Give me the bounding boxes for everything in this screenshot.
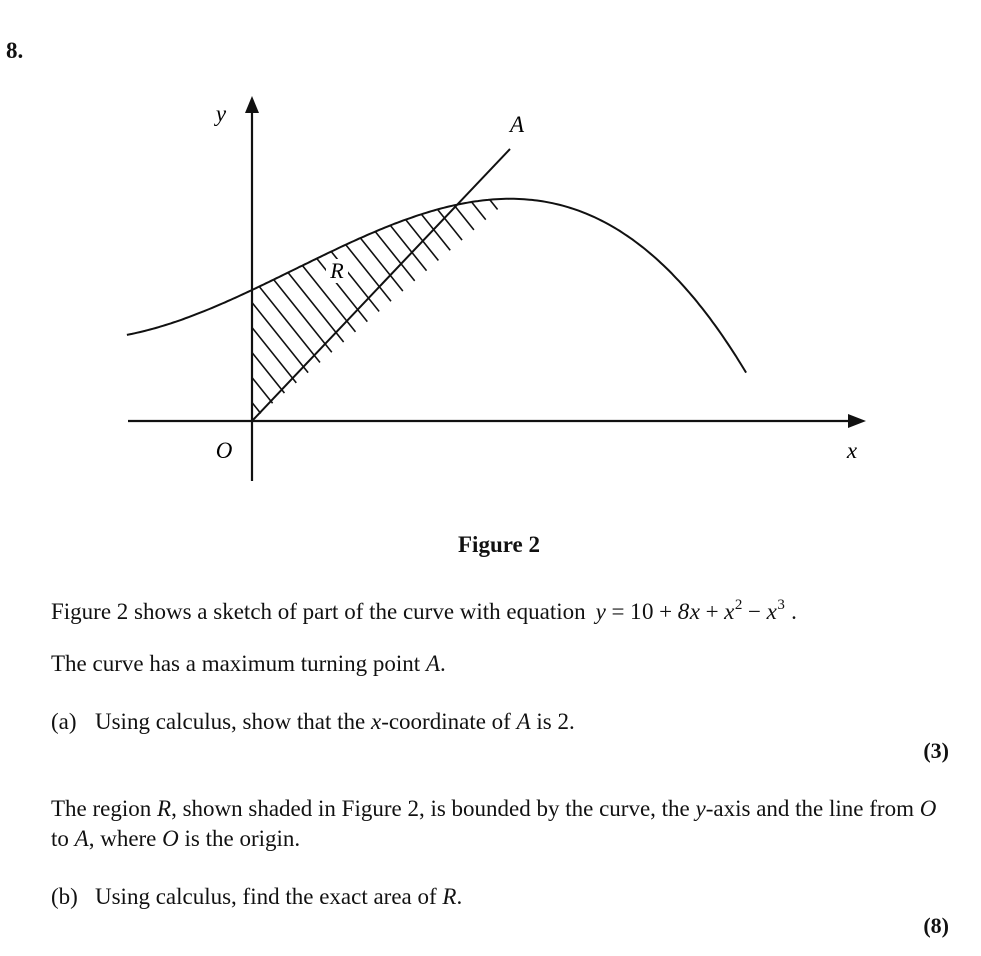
hatch-line: [410, 0, 810, 500]
part-a: (a) Using calculus, show that the x-coordinate of A is 2.: [51, 707, 575, 737]
origin-label: O: [215, 438, 233, 463]
hatch-line: [0, 0, 290, 500]
hatch-line: [150, 0, 550, 500]
intro-prefix: Figure 2 shows a sketch of part of the curve with equation: [51, 599, 586, 624]
part-b: (b) Using calculus, find the exact area of R.: [51, 882, 462, 912]
hatch-line: [450, 0, 850, 500]
hatch-line: [250, 0, 650, 500]
cubic-curve: [127, 199, 746, 373]
part-a-marks: (3): [923, 738, 949, 763]
hatch-line: [170, 0, 570, 500]
turning-point-sentence: The curve has a maximum turning point A.: [51, 651, 446, 676]
part-b-label: (b): [51, 884, 78, 909]
figure-caption: Figure 2: [458, 532, 540, 557]
hatch-line: [470, 0, 870, 500]
intro-sentence: Figure 2 shows a sketch of part of the curve with equation $y = 10 + 8x + x^2 - x^3$ .: [51, 597, 797, 624]
hatch-line: [190, 0, 590, 500]
region-r-label: R: [330, 258, 344, 283]
hatch-line: [130, 0, 530, 500]
hatch-line: [0, 0, 350, 500]
x-axis-label: x: [846, 438, 858, 463]
question-number: 8.: [6, 38, 24, 63]
region-r-hatching: [0, 0, 910, 500]
curve-equation: $y = 10 + 8x + x^2 - x^3$: [595, 597, 786, 624]
hatch-line: [0, 0, 310, 500]
part-b-marks: (8): [923, 913, 949, 938]
hatch-line: [430, 0, 830, 500]
hatch-line: [0, 0, 370, 500]
y-axis-arrow-icon: [245, 96, 259, 113]
part-a-label: (a): [51, 709, 77, 734]
x-axis-arrow-icon: [848, 414, 866, 428]
hatch-line: [490, 0, 890, 500]
point-a-label: A: [509, 112, 525, 137]
hatch-line: [0, 0, 390, 500]
chord-line-oa: [252, 149, 510, 421]
hatch-line: [0, 0, 330, 500]
hatch-line: [230, 0, 630, 500]
y-axis-label: y: [215, 101, 227, 126]
region-description: The region R, shown shaded in Figure 2, is bounded by the curve, the y-axis and the line from O to A, where O is the origin.: [51, 796, 937, 851]
hatch-line: [270, 0, 670, 500]
hatch-line: [210, 0, 610, 500]
